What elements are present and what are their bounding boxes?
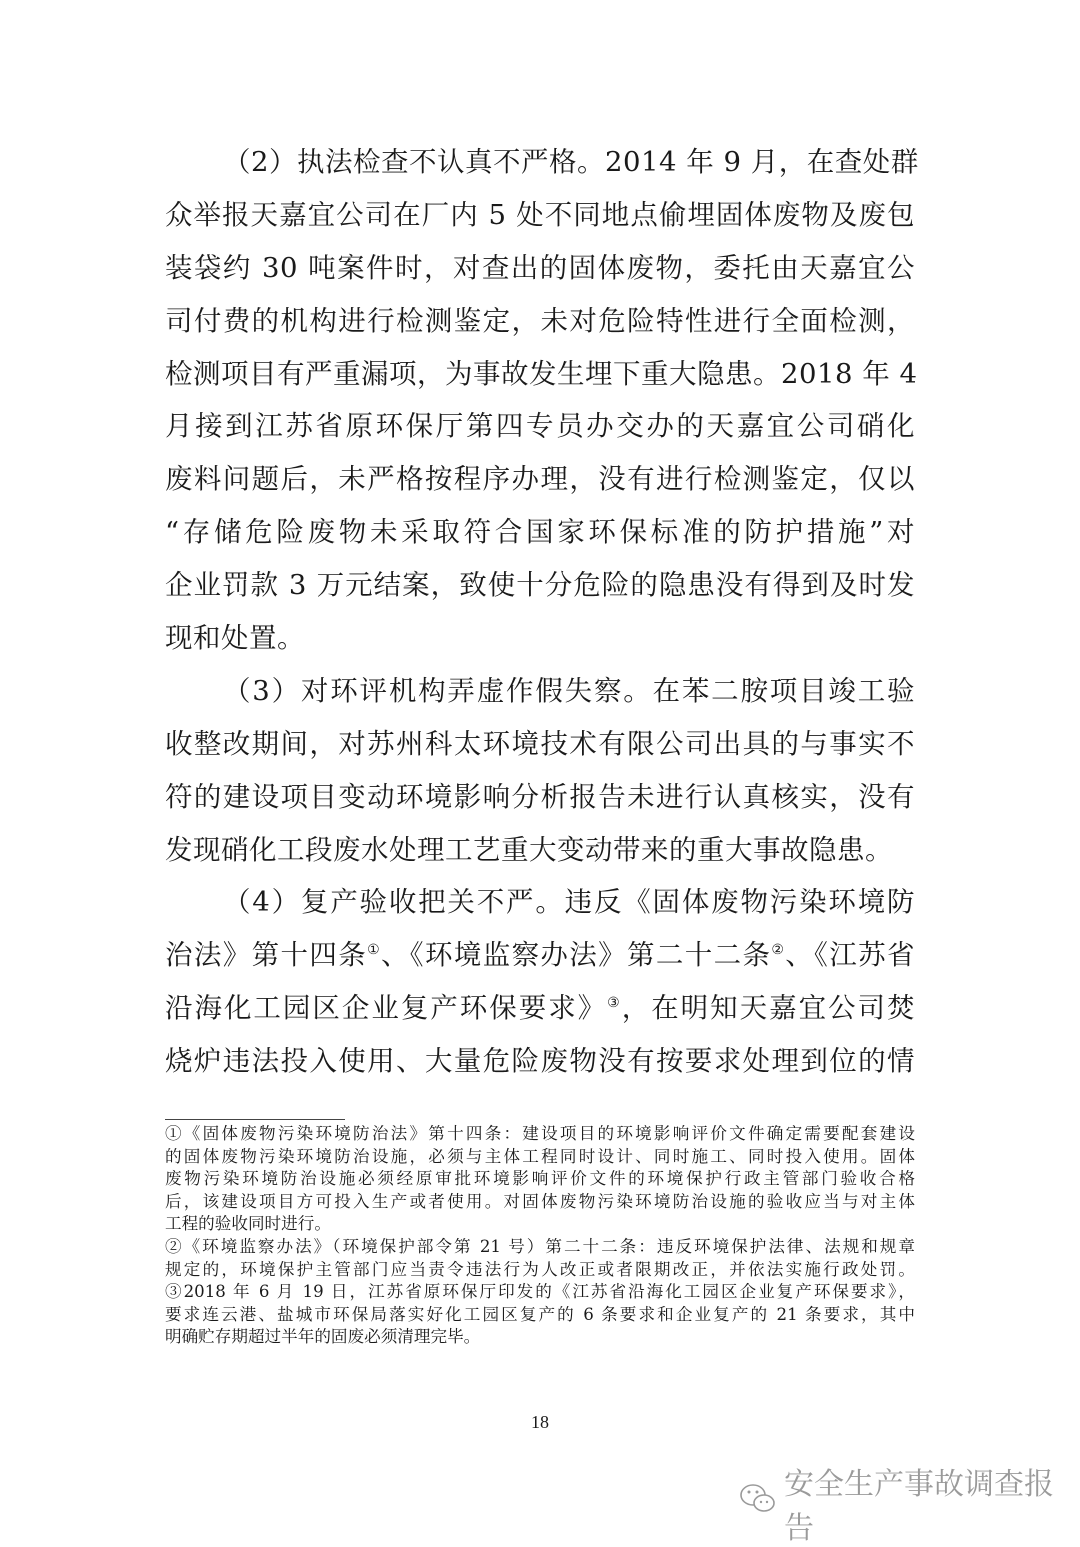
body-line: （2）执法检查不认真不严格。2014 年 9 月，在查处群 — [223, 146, 919, 178]
footnote-line: 明确贮存期超过半年的固废必须清理完毕。 — [165, 1327, 481, 1347]
body-text — [165, 136, 919, 1088]
footnote-line: 要求连云港、盐城市环保局落实好化工园区复产的 6 条要求和企业复产的 21 条要求，其中 — [165, 1304, 915, 1324]
footnote-line: ①《固体废物污染环境防治法》第十四条：建设项目的环境影响评价文件确定需要配套建设 — [165, 1124, 915, 1143]
body-line: 符的建设项目变动环境影响分析报告未进行认真核实，没有 — [165, 780, 915, 813]
body-line: 司付费的机构进行检测鉴定，未对危险特性进行全面检测， — [165, 304, 915, 337]
page-number: 18 — [531, 1412, 549, 1432]
watermark-text: 安全生产事故调查报告 — [784, 1467, 1054, 1546]
body-line: 现和处置。 — [165, 622, 305, 655]
watermark — [738, 1459, 1080, 1547]
body-line: 发现硝化工段废水处理工艺重大变动带来的重大事故隐患。 — [165, 833, 893, 866]
body-line: 废料问题后，未严格按程序办理，没有进行检测鉴定，仅以 — [165, 463, 915, 496]
footnote-line: 工程的验收同时进行。 — [165, 1214, 331, 1234]
footnote-line: 后，该建设项目方可投入生产或者使用。对固体废物污染环境防治设施的验收应当与对主体 — [165, 1191, 915, 1211]
footnote-marker: ③ — [607, 995, 622, 1012]
body-line: 烧炉违法投入使用、大量危险废物没有按要求处理到位的情 — [165, 1045, 915, 1078]
body-line: 检测项目有严重漏项，为事故发生埋下重大隐患。2018 年 4 — [165, 357, 918, 390]
body-line: （4）复产验收把关不严。违反《固体废物污染环境防 — [223, 886, 915, 919]
footnote-line: 废物污染环境防治设施必须经原审批环境影响评价文件的环境保护行政主管部门验收合格 — [165, 1169, 915, 1189]
footnote-line: 的固体废物污染环境防治设施，必须与主体工程同时设计、同时施工、同时投入使用。固体 — [165, 1146, 915, 1166]
body-line: （3）对环评机构弄虚作假失察。在苯二胺项目竣工验 — [223, 674, 915, 707]
footnote-line: 规定的，环境保护主管部门应当责令违法行为人改正或者限期改正，并依法实施行政处罚。 — [165, 1259, 915, 1279]
wechat-icon — [738, 1482, 778, 1524]
footnote-marker: ① — [367, 942, 381, 959]
body-line: 沿海化工园区企业复产环保要求》③，在明知天嘉宜公司焚 — [165, 992, 915, 1025]
body-line: 装袋约 30 吨案件时，对查出的固体废物，委托由天嘉宜公 — [165, 251, 915, 284]
footnote-divider — [165, 1119, 345, 1120]
body-line: 月接到江苏省原环保厅第四专员办交办的天嘉宜公司硝化 — [165, 410, 915, 443]
body-line: 众举报天嘉宜公司在厂内 5 处不同地点偷埋固体废物及废包 — [165, 198, 915, 231]
body-line: 收整改期间，对苏州科太环境技术有限公司出具的与事实不 — [165, 727, 915, 760]
body-line: “存储危险废物未采取符合国家环保标准的防护措施”对 — [165, 516, 915, 549]
body-line: 治法》第十四条①、《环境监察办法》第二十二条②、《江苏省 — [165, 939, 915, 972]
footnote-line: ②《环境监察办法》（环境保护部令第 21 号）第二十二条：违反环境保护法律、法规和规章 — [165, 1236, 915, 1256]
footnote-line: ③2018 年 6 月 19 日，江苏省原环保厅印发的《江苏省沿海化工园区企业复产环保要求》， — [165, 1282, 915, 1302]
footnotes — [165, 1123, 915, 1349]
footnote-marker: ② — [771, 942, 786, 959]
body-line: 企业罚款 3 万元结案，致使十分危险的隐患没有得到及时发 — [165, 569, 915, 602]
